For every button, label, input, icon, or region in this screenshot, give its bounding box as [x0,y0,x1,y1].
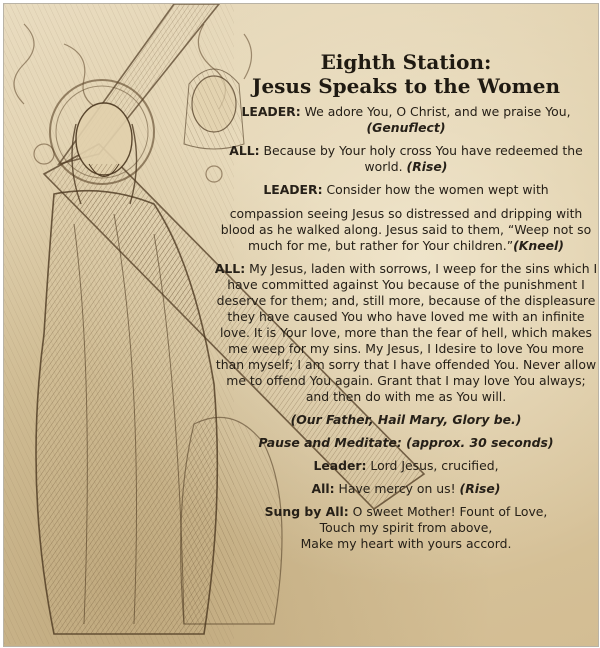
prayers-line: (Our Father, Hail Mary, Glory be.) [290,412,522,427]
all-mercy-text: Have mercy on us! [334,481,460,496]
all-prayer [214,261,598,405]
leader-consider-text-1: Consider how the women wept with [322,182,549,197]
all-response-text: Because by Your holy cross You have redeemed the world. [259,143,583,174]
sung-line-3: Make my heart with yours accord. [300,536,512,551]
leader-crucified-text: Lord Jesus, crucified, [366,458,499,473]
title-line-1: Eighth Station: [320,50,492,74]
all-label: All: [311,481,335,496]
leader-consider-text-2: compassion seeing Jesus so distressed and dripping with blood as he walked along. Jesus said to them, “Weep not so much for me, but rather for Your children.” [220,206,592,253]
rise-cue: (Rise) [459,481,501,496]
sung-line-2: Touch my spirit from above, [319,520,493,535]
rise-cue: (Rise) [406,159,448,174]
sung-line-1: O sweet Mother! Fount of Love, [348,504,548,519]
station-text [214,50,598,559]
pause-line: Pause and Meditate: (approx. 30 seconds) [258,435,554,450]
leader-adoration [214,104,598,136]
leader-label: LEADER: [241,104,301,119]
genuflect-cue: (Genuflect) [366,120,446,135]
all-mercy [214,481,598,497]
all-response [214,143,598,175]
kneel-cue: (Kneel) [513,238,564,253]
title-line-2: Jesus Speaks to the Women [251,74,560,98]
sung-verse [214,504,598,552]
leader-consider [214,182,598,254]
station-card [3,3,599,647]
leader-adoration-text: We adore You, O Christ, and we praise You, [300,104,571,119]
all-prayer-text: My Jesus, laden with sorrows, I weep for the sins which I have committed against You because of the punishment I deserve for them; and, still more, because of the displeasure they have caused You who have loved me with an infinite love. It is Your love, more than the fear of hell, which makes me weep for my sins. My Jesus, I Idesire to love You more than myself; I am sorry that I have offended You. Never allow me to offend You again. Grant that I may love You always; and then do with me as You will. [215,261,598,404]
sung-label: Sung by All: [264,504,349,519]
all-label: ALL: [229,143,260,158]
station-title [214,50,598,98]
leader-label: LEADER: [263,182,323,197]
leader-label: Leader: [313,458,367,473]
leader-crucified [214,458,598,474]
all-label: ALL: [214,261,246,276]
